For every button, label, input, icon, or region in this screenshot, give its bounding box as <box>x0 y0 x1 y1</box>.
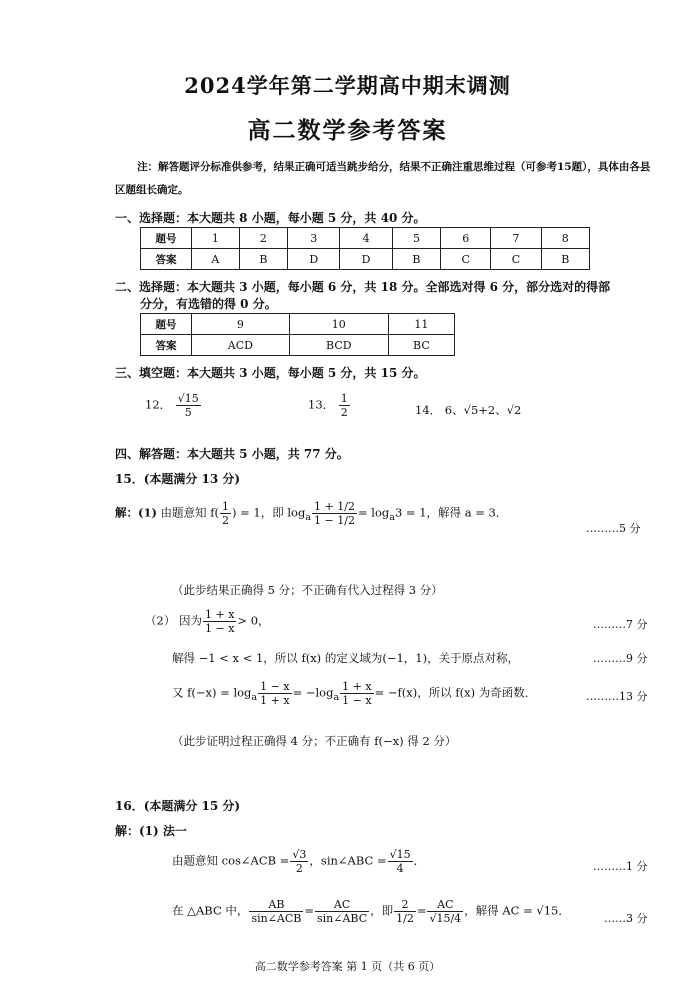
table-cell: ACD <box>192 335 290 356</box>
table-cell: D <box>340 249 392 270</box>
page-subtitle: 高二数学参考答案 <box>247 117 448 144</box>
table-cell: 题号 <box>141 314 192 335</box>
q14-value: 6、√5+2、√2 <box>444 403 522 417</box>
log-base: a <box>305 511 312 523</box>
table-cell: 题号 <box>141 228 192 249</box>
section2-heading-line1: 二、选择题：本大题共 3 小题，每小题 6 分，共 18 分。全部选对得 6 分，部分选对的得部 <box>115 280 611 294</box>
table-cell: 2 <box>239 228 287 249</box>
q15-part1 <box>115 500 507 527</box>
q15-part2-line3 <box>172 680 536 707</box>
table-cell: C <box>491 249 541 270</box>
table-cell: 5 <box>392 228 440 249</box>
q12-label: 12． <box>145 397 172 412</box>
fraction: $\frac{1 + x}{1 - x}$ <box>342 680 372 707</box>
q15-part2-text: 因为 <box>178 613 202 628</box>
table-row <box>141 335 455 356</box>
q16-text: ，即 <box>370 903 394 918</box>
table-row <box>141 228 590 249</box>
q16-score1: ………1 分 <box>593 860 648 873</box>
fraction: $\frac{1}{2}$ <box>221 500 229 527</box>
table-cell: 1 <box>192 228 240 249</box>
table-row <box>141 314 455 335</box>
table-cell: 6 <box>441 228 491 249</box>
grading-note: 注：解答题评分标准供参考，结果正确可适当跳步给分，结果不正确注重思维过程（可参考15题），具体由各县区题组长确定。 <box>115 161 651 196</box>
q15-part1-remark: （此步结果正确得 5 分；不正确有代入过程得 3 分） <box>172 583 443 597</box>
section2-heading-line2: 分分，有选错的得 0 分。 <box>140 297 277 311</box>
table-cell: BCD <box>289 335 388 356</box>
q15-part2-score2: ………9 分 <box>593 652 648 665</box>
q15-part2-text: 又 f(−x) = log <box>172 685 252 700</box>
table-cell: B <box>541 249 589 270</box>
section3-heading: 三、填空题：本大题共 3 小题，每小题 5 分，共 15 分。 <box>115 366 426 380</box>
table-cell: 答案 <box>141 335 192 356</box>
q15-part2-line1 <box>145 608 270 635</box>
fraction: $\frac{AC}{√15/4}$ <box>429 898 462 925</box>
log-base: a <box>333 691 340 703</box>
q14-label: 14． <box>415 403 442 417</box>
fraction: $\frac{AB}{\text{sin∠ACB}}$ <box>251 898 302 925</box>
log-base: a <box>389 511 395 523</box>
q16-line1 <box>172 848 425 875</box>
q16-heading: 16．(本题满分 15 分) <box>115 799 241 813</box>
q15-part2-line2: 解得 −1 < x < 1，所以 f(x) 的定义域为(−1，1)，关于原点对称， <box>172 651 520 665</box>
answer-14 <box>415 402 521 418</box>
fraction: $\frac{2}{1/2}$ <box>396 898 414 925</box>
table-cell: BC <box>388 335 454 356</box>
section4-heading: 四、解答题：本大题共 5 小题，共 77 分。 <box>115 447 349 461</box>
table-cell: 7 <box>491 228 541 249</box>
log-base: a <box>251 691 258 703</box>
fraction: $\frac{1 - x}{1 + x}$ <box>260 680 290 707</box>
q16-text: ，解得 AC = √15． <box>464 903 570 918</box>
q16-text: = <box>416 903 427 918</box>
q16-text: ． <box>413 853 426 868</box>
q15-part2-score1: ………7 分 <box>593 618 648 631</box>
fraction: $\frac{1 + x}{1 - x}$ <box>204 608 235 635</box>
q16-text: ，sin∠ABC = <box>309 853 387 868</box>
fraction: $\frac{AC}{\text{sin∠ABC}}$ <box>317 898 368 925</box>
table-cell: B <box>392 249 440 270</box>
table-cell: A <box>192 249 240 270</box>
q16-score2: ……3 分 <box>604 912 648 925</box>
answer-13 <box>308 392 351 419</box>
q15-part1-text: = log <box>357 505 390 520</box>
q15-part2-text: = −log <box>292 685 334 700</box>
page-title: 2024学年第二学期高中期末调测 <box>184 73 511 98</box>
answer-12 <box>145 392 202 419</box>
page-footer: 高二数学参考答案 第 1 页（共 6 页） <box>254 960 441 973</box>
table-cell: 10 <box>289 314 388 335</box>
q16-label: 解：(1) 法一 <box>115 824 187 838</box>
q15-part2-score3: ………13 分 <box>586 690 648 703</box>
q15-part1-text: ) = 1，即 log <box>231 505 306 520</box>
q15-part2-text: > 0， <box>237 613 270 628</box>
q13-label: 13． <box>308 397 335 412</box>
q15-part1-score: ………5 分 <box>586 522 641 535</box>
q15-part2-text: = −f(x)，所以 f(x) 为奇函数． <box>374 685 537 700</box>
q15-part1-text: 3 = 1，解得 a = 3． <box>394 505 508 520</box>
q16-text: 由题意知 cos∠ACB = <box>172 853 290 868</box>
q15-part1-text: 由题意知 f( <box>160 505 219 520</box>
q16-text: 在 △ABC 中， <box>172 903 249 918</box>
q16-text: = <box>304 903 314 918</box>
table-cell: 11 <box>388 314 454 335</box>
q12-fraction: $\frac{√15}{5}$ <box>177 392 199 419</box>
q15-part1-label: 解：(1) <box>115 505 157 520</box>
q15-part2-label: （2） <box>145 613 176 628</box>
section1-answer-table <box>140 227 590 270</box>
table-cell: 8 <box>541 228 589 249</box>
q13-fraction: $\frac{1}{2}$ <box>340 392 348 419</box>
table-cell: 4 <box>340 228 392 249</box>
q16-line2 <box>172 898 570 925</box>
fraction: $\frac{√3}{2}$ <box>292 848 307 875</box>
q15-part2-remark: （此步证明过程正确得 4 分；不正确有 f(−x) 得 2 分） <box>172 734 457 748</box>
fraction: $\frac{1 + 1/2}{1 - 1/2}$ <box>314 500 355 527</box>
table-cell: D <box>288 249 340 270</box>
table-cell: B <box>239 249 287 270</box>
fraction: $\frac{√15}{4}$ <box>389 848 411 875</box>
table-cell: C <box>441 249 491 270</box>
table-cell: 答案 <box>141 249 192 270</box>
section1-heading: 一、选择题：本大题共 8 小题，每小题 5 分，共 40 分。 <box>115 211 426 225</box>
table-cell: 3 <box>288 228 340 249</box>
q15-heading: 15．(本题满分 13 分) <box>115 472 241 486</box>
table-cell: 9 <box>192 314 290 335</box>
table-row <box>141 249 590 270</box>
section2-answer-table <box>140 313 455 356</box>
